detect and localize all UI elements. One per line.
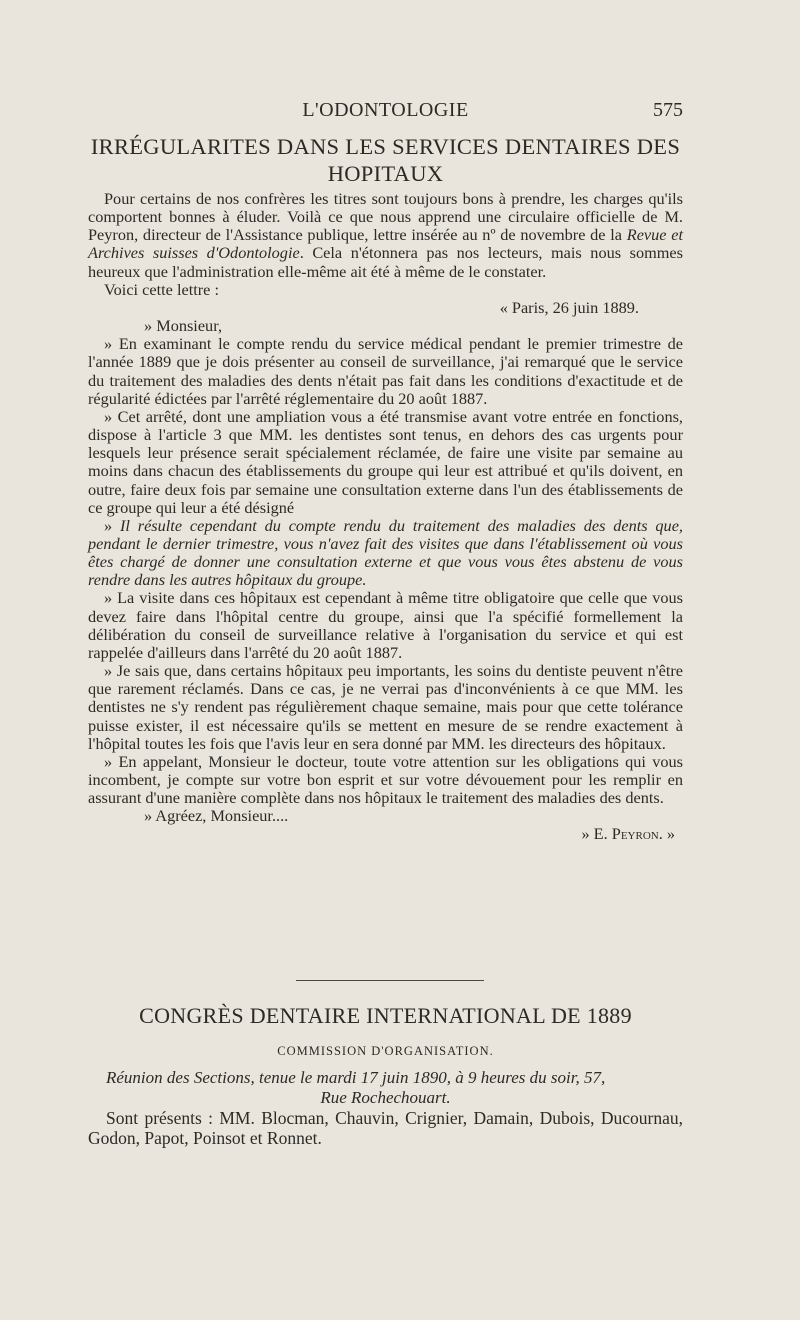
intro-text-1: Pour certains de nos confrères les titres sont toujours bons à prendre, les charges qu'ils comportent bonnes à éluder. Voilà ce que nous apprend une circulaire officielle de M. Peyron, directeur de l'Assistance publique, lettre insérée au nº de novembre de la [88,189,683,245]
letter-paragraph-3-italic: Il résulte cependant du compte rendu du traitement des maladies des dents que, pendant le dernier trimestre, vous n'avez fait des visites que dans l'établissement où vous êtes chargé de donner une consultation externe et que vous vous êtes abstenu de vous rendre dans les autres hôpitaux du groupe. [88,515,683,590]
cited-journal: Revue et Archives suisses d'Odontologie [88,225,683,263]
signature-name: Peyron [611,824,659,844]
letter-paragraph-1: » En examinant le compte rendu du service médical pendant le premier trimestre de l'année 1889 que je dois présenter au conseil de surveillance, j'ai remarqué que le service du traitement des maladies des dents n'était pas fait dans les conditions d'exactitude et de régularité édictées par l'arrêté réglementaire du 20 août 1887. [88,334,683,408]
letter-paragraph-6: » En appelant, Monsieur le docteur, toute votre attention sur les obligations qui vous incombent, je compte sur votre bon esprit et sur votre dévouement pour les remplir en assurant d'une manière complète dans nos hôpitaux le traitement des maladies des dents. [88,751,683,808]
attendees-paragraph: Sont présents : MM. Blocman, Chauvin, Crignier, Damain, Dubois, Ducournau, Godon, Papot, Poinsot et Ronnet. [88,1108,683,1148]
running-head [88,99,683,123]
meeting-info [88,1068,683,1108]
letter-dateline: « Paris, 26 juin 1889. [499,297,639,317]
letter-paragraph-3-prefix: » [104,515,120,535]
page-number: 575 [653,99,683,121]
letter-paragraph-4: » La visite dans ces hôpitaux est cependant à même titre obligatoire que celle que vous devez faire dans l'hôpital centre du groupe, ainsi que l'a spécifié formellement la délibération du conseil de surveillance relative à l'organisation du service et qui est rappelée d'ailleurs dans l'arrêté du 20 août 1887. [88,588,683,662]
intro-paragraph [88,190,683,281]
article-title: IRRÉGULARITES DANS LES SERVICES DENTAIRES DES HOPITAUX [90,134,681,186]
section-divider [296,980,484,981]
meeting-line-1: Réunion des Sections, tenue le mardi 17 juin 1890, à 9 heures du soir, 57, [106,1068,606,1087]
lead-in: Voici cette lettre : [104,279,219,299]
letter-salutation: » Monsieur, [144,316,223,336]
commission-heading: COMMISSION D'ORGANISATION. [277,1044,494,1058]
letter-closing: » Agréez, Monsieur.... [144,806,289,826]
intro-text-2: . Cela n'étonnera pas nos lecteurs, mais nous sommes heureux que l'administration elle-même ait été à même de le constater. [88,243,683,281]
congress-title: CONGRÈS DENTAIRE INTERNATIONAL DE 1889 [139,1003,632,1028]
signature-prefix: » E. [581,824,612,844]
article-body [88,190,683,844]
letter-signature [88,825,683,843]
letter-paragraph-2: » Cet arrêté, dont une ampliation vous a été transmise avant votre entrée en fonctions, dispose à l'article 3 que MM. les dentistes sont tenus, en dehors des cas urgents pour lesquels leur présence serait spécialement réclamée, de faire une visite par semaine au moins dans chacun des établissements du groupe qui leur est attribué et qu'ils doivent, en outre, faire deux fois par semaine une consultation externe dans l'un des établissements de ce groupe qui leur a été désigné [88,406,683,517]
signature-suffix: . » [658,824,675,844]
letter-paragraph-5: » Je sais que, dans certains hôpitaux peu importants, les soins du dentiste peuvent n'être que rarement réclamés. Dans ce cas, je ne verrai pas d'inconvénients à ce que MM. les dentistes ne s'y rendent pas régulièrement chaque semaine, mais pour que cette tolérance puisse exister, il est nécessaire qu'ils se mettent en mesure de se rendre exactement à l'hôpital toutes les fois que l'avis leur en sera donné par MM. les directeurs des hôpitaux. [88,661,683,753]
meeting-line-2: Rue Rochechouart. [320,1088,451,1107]
journal-title: L'ODONTOLOGIE [302,99,469,121]
letter-paragraph-3 [88,517,683,590]
